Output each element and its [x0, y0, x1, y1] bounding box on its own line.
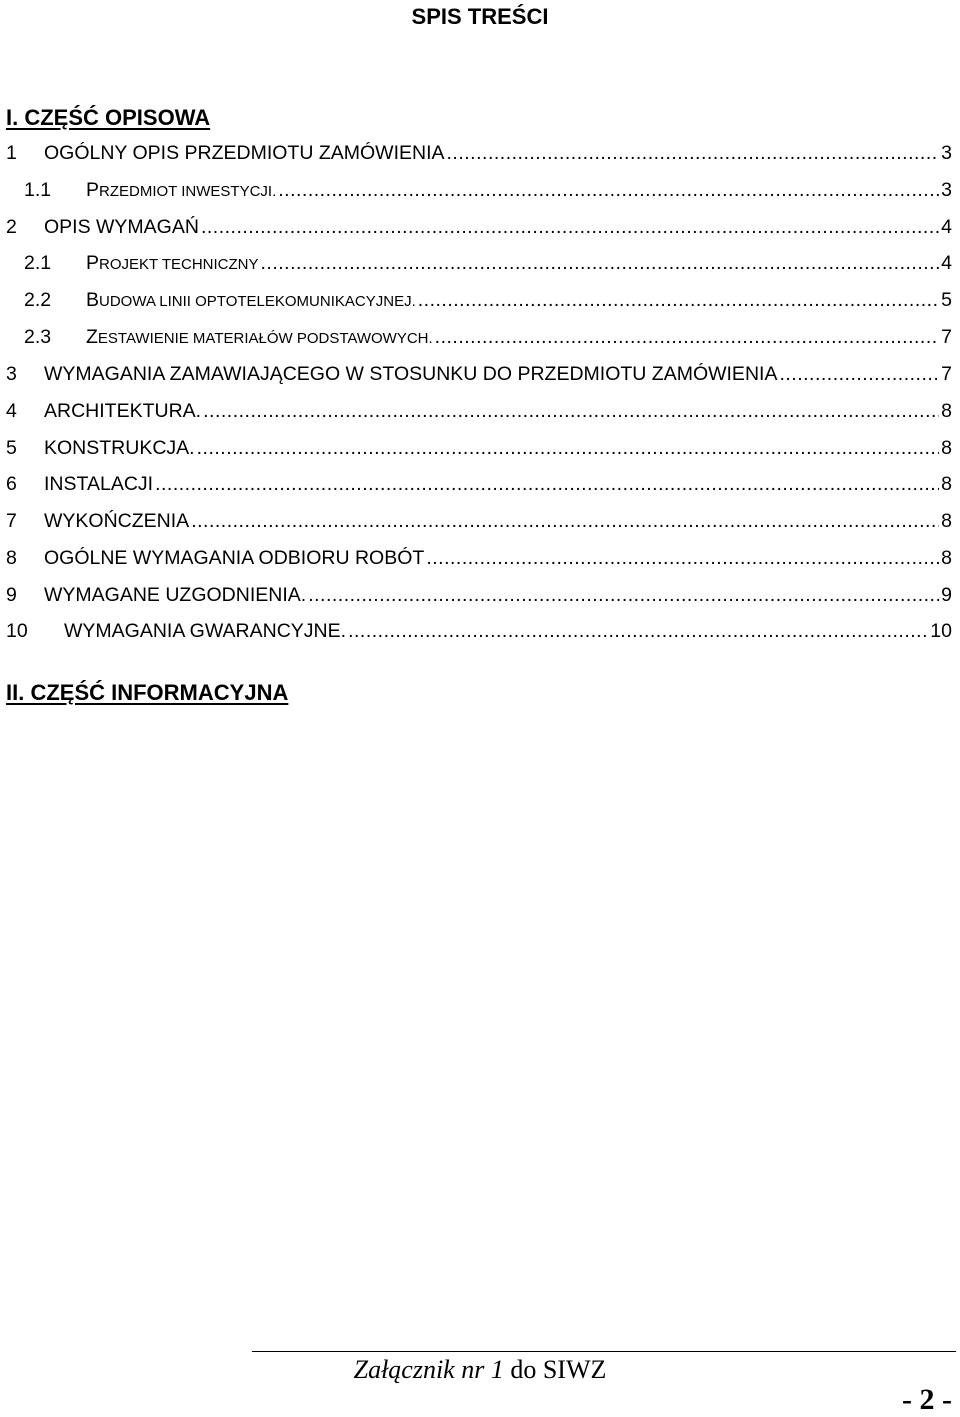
toc-entry-number: 2.1 — [24, 252, 52, 275]
toc-entry-number: 4 — [6, 400, 17, 423]
toc-leader — [260, 252, 939, 275]
toc-entry-label: KONSTRUKCJA. — [44, 436, 195, 459]
toc-entry[interactable] — [6, 584, 952, 621]
toc-entry-label: OGÓLNE WYMAGANIA ODBIORU ROBÓT — [44, 546, 425, 569]
footer-text — [0, 1355, 960, 1385]
toc-entry-page: 4 — [941, 215, 952, 238]
toc-entry-page: 4 — [941, 252, 952, 275]
part-one-heading: I. CZĘŚĆ OPISOWA — [6, 105, 211, 130]
toc-entry[interactable] — [6, 252, 952, 289]
toc-entry-label: WYMAGANE UZGODNIENIA. — [44, 583, 307, 606]
footer-attachment: Załącznik nr 1 — [353, 1355, 504, 1384]
toc-entry-number: 2.2 — [24, 289, 52, 312]
table-of-contents — [6, 142, 952, 657]
toc-entry-page: 8 — [941, 546, 952, 569]
page-title: SPIS TREŚCI — [411, 4, 549, 29]
toc-entry[interactable] — [6, 620, 952, 657]
toc-entry-number: 10 — [6, 620, 28, 643]
toc-leader — [426, 547, 939, 570]
toc-entry[interactable] — [6, 473, 952, 510]
toc-leader — [348, 620, 928, 643]
toc-entry-page: 7 — [941, 326, 952, 349]
toc-entry-number: 2.3 — [24, 326, 52, 349]
toc-entry-number: 1 — [6, 142, 17, 164]
page-number: - 2 - — [902, 1383, 952, 1416]
toc-leader — [447, 142, 940, 165]
toc-entry[interactable] — [6, 216, 952, 253]
part-two-heading: II. CZĘŚĆ INFORMACYJNA — [6, 680, 289, 705]
toc-entry-label: ARCHITEKTURA. — [44, 400, 202, 423]
toc-entry[interactable] — [6, 326, 952, 363]
toc-entry-label: BUDOWA LINII OPTOTELEKOMUNIKACYJNEJ. — [86, 289, 416, 312]
toc-entry[interactable] — [6, 179, 952, 216]
toc-entry-label: PRZEDMIOT INWESTYCJI. — [86, 178, 277, 201]
toc-entry-page: 8 — [941, 510, 952, 533]
toc-entry-number: 8 — [6, 546, 17, 569]
toc-entry[interactable] — [6, 363, 952, 400]
toc-entry-label: OGÓLNY OPIS PRZEDMIOTU ZAMÓWIENIA — [44, 142, 445, 164]
toc-entry-page: 9 — [941, 583, 952, 606]
toc-leader — [308, 584, 939, 607]
toc-leader — [155, 473, 939, 496]
toc-leader — [201, 216, 939, 239]
toc-entry-page: 7 — [941, 363, 952, 386]
toc-entry-number: 1.1 — [24, 178, 52, 201]
toc-leader — [278, 179, 939, 202]
toc-leader — [191, 510, 939, 533]
footer-siwz: do SIWZ — [503, 1355, 607, 1384]
toc-leader — [203, 400, 939, 423]
toc-entry-label: OPIS WYMAGAŃ — [44, 215, 199, 238]
toc-entry-label: ZESTAWIENIE MATERIAŁÓW PODSTAWOWYCH. — [86, 326, 433, 349]
toc-entry[interactable] — [6, 510, 952, 547]
toc-entry[interactable] — [6, 289, 952, 326]
toc-entry-page: 10 — [930, 620, 952, 643]
toc-leader — [779, 363, 939, 386]
footer-divider — [252, 1351, 956, 1352]
toc-entry-page: 8 — [941, 400, 952, 423]
toc-entry-number: 3 — [6, 363, 17, 386]
toc-entry[interactable] — [6, 547, 952, 584]
toc-entry-label: WYMAGANIA GWARANCYJNE. — [64, 620, 347, 643]
toc-entry-label: WYMAGANIA ZAMAWIAJĄCEGO W STOSUNKU DO PRZEDMIOTU ZAMÓWIENIA — [44, 363, 778, 386]
toc-leader — [197, 437, 940, 460]
toc-entry[interactable] — [6, 437, 952, 474]
toc-entry-label: WYKOŃCZENIA — [44, 510, 190, 533]
toc-entry-page: 8 — [941, 436, 952, 459]
toc-entry-page: 3 — [941, 142, 952, 164]
toc-entry-label: PROJEKT TECHNICZNY — [86, 252, 259, 275]
toc-entry-number: 9 — [6, 583, 17, 606]
toc-entry-label: INSTALACJI — [44, 473, 154, 496]
toc-entry-number: 2 — [6, 215, 17, 238]
toc-entry[interactable] — [6, 400, 952, 437]
toc-entry-number: 5 — [6, 436, 17, 459]
toc-entry-page: 3 — [941, 178, 952, 201]
toc-entry-page: 8 — [941, 473, 952, 496]
toc-entry-number: 6 — [6, 473, 17, 496]
toc-entry-page: 5 — [941, 289, 952, 312]
toc-entry-number: 7 — [6, 510, 17, 533]
toc-leader — [435, 326, 939, 349]
toc-entry[interactable] — [6, 142, 952, 179]
toc-leader — [418, 289, 939, 312]
